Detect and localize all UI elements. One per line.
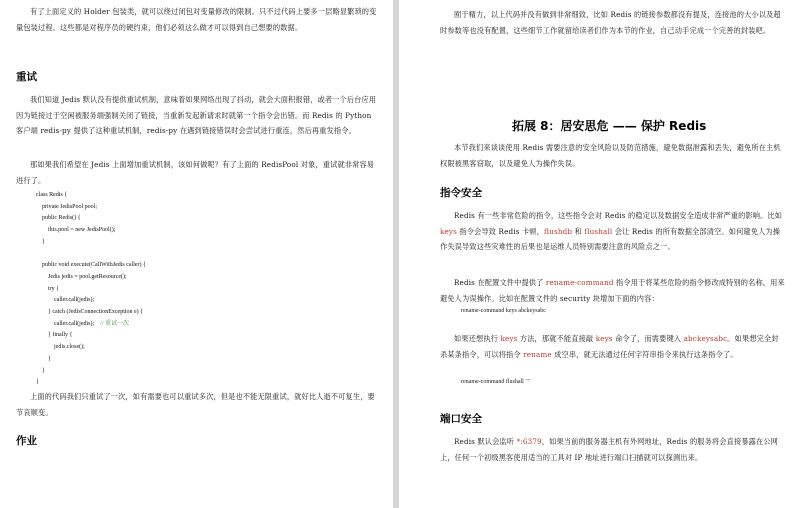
code-line: } [36,367,45,374]
code-line: caller.call(jedis); [36,297,95,304]
code-line: } catch (JedisConnectionException e) { [36,309,144,316]
paragraph: 如果还想执行 keys 方法，那就不能直接敲 keys 命令了，而需要键入 abckeysabc。如果想完全封杀某条指令，可以将指令 rename 成空串，就无法通过任何字符串指令来执行这条指令了。 [440,334,779,359]
heading-port-security: 端口安全 [440,413,482,425]
highlighted-term: keys [595,334,613,343]
code-line: } [36,355,51,362]
code-line: this.pool = new JedisPool(); [36,227,116,234]
code-line: try { [36,285,60,292]
highlighted-term: *:6379 [516,437,542,446]
highlighted-term: flushdb [543,226,573,236]
highlighted-term: keys [440,226,457,236]
config-code: rename-command flushall "" [461,379,531,385]
code-line: } [36,238,45,245]
highlighted-term: abckeysabc [683,334,728,343]
paragraph: 上面的代码我们只重试了一次，如有需要也可以重试多次，但是也不能无限重试，就好比人逝不可复生，要节哀顺变。 [16,392,375,417]
highlighted-term: rename [523,349,552,359]
highlighted-term: flushall [584,226,613,236]
config-code: rename-command keys abckeysabc [461,308,546,314]
paragraph: Redis 有一些非常危险的指令，这些指令会对 Redis 的稳定以及数据安全造成非常严重的影响。比如 keys 指令会导致 Redis 卡顿，flushdb 和 flushall 会让 Redis 的所有数据全部清空。如何避免人为操作失误导致这些灾难性的后果也是运维人员特别需要注意的风险点之一。 [440,211,783,251]
right-page [399,0,792,508]
code-line: public Redis() { [36,215,81,222]
paragraph: 囿于精力，以上代码并没有做到非常细致，比如 Redis 的链接参数都没有提及，连接池的大小以及超时参数等也没有配置，这些细节工作就留给读者们作为本节的作业，自己动手完成一个完善的封装吧。 [440,10,781,35]
heading-command-security: 指令安全 [440,187,482,199]
code-line: class Redis { [36,192,68,198]
code-line: public void execute(CallWithJedis caller) { [36,262,146,269]
heading-homework: 作业 [16,435,37,447]
code-comment: // 重试一次 [94,320,129,327]
code-line: } finally { [36,332,73,339]
code-line: private JedisPool pool; [36,203,97,210]
code-line: } [36,379,39,386]
code-line [36,249,146,261]
paragraph: 有了上面定义的 Holder 包装类，就可以绕过闭包对变量修改的限制。只不过代码上要多一层略显繁琐的变量包装过程。这些都是对程序员的硬约束，他们必须这么做才可以得到自己想要的数据。 [16,7,377,32]
paragraph: 我们知道 Jedis 默认没有提供重试机制，意味着如果网络出现了抖动，就会大面积报错，或者一个后台应用因为链接过于空闲被服务端强制关闭了链接，当重新发起新请求时就第一个指令会出错。而 Redis 的 Python 客户端 redis-py 提供了这种重试机制，redis-py 在遇到链接错误时会尝试进行重连，然后再重发指令。 [16,95,377,135]
left-page [0,0,393,508]
heading-retry: 重试 [16,71,37,83]
highlighted-term: rename-command [545,278,614,287]
paragraph: Redis 在配置文件中提供了 rename-command 指令用于将某些危险的指令修改成特别的名称，用来避免人为误操作。比如在配置文件的 security 块增加下面的内容： [440,278,785,303]
paragraph: Redis 默认会监听 *:6379，如果当前的服务器主机有外网地址，Redis 的服务将会直接暴露在公网上，任何一个初级黑客使用适当的工具对 IP 地址进行端口扫描就可以探测出来。 [440,437,779,462]
code-line: caller.call(jedis); // 重试一次 [36,320,129,327]
highlighted-term: keys [500,334,518,343]
paragraph: 本节我们来谈谈使用 Redis 需要注意的安全风险以及防范措施，避免数据泄露和丢失，避免所在主机权限被黑客窃取，以及避免人为操作失误。 [440,143,781,168]
code-block [36,190,146,389]
code-line: jedis.close(); [36,344,85,351]
empty-string: "" [525,379,531,385]
chapter-title: 拓展 8：居安思危 —— 保护 Redis [512,119,707,133]
paragraph: 那如果我们希望在 Jedis 上面增加重试机制，该如何做呢？有了上面的 RedisPool 对象，重试就非常容易进行了。 [16,160,375,185]
code-line: Jedis jedis = pool.getResource(); [36,273,127,280]
